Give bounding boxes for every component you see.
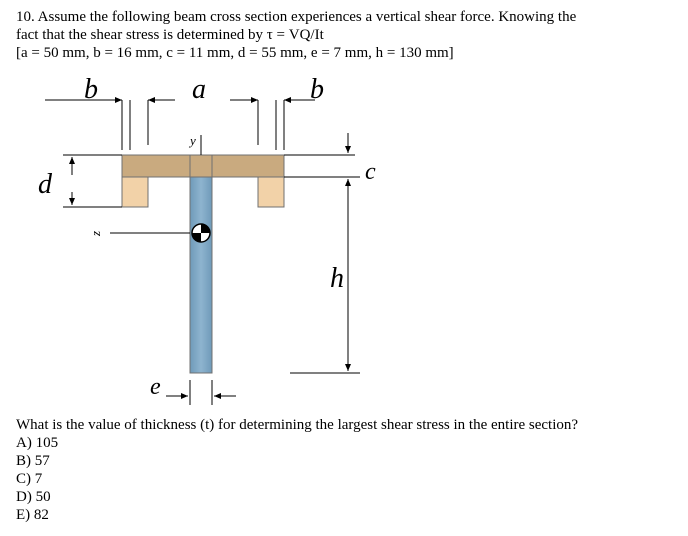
- label-e: e: [150, 374, 161, 400]
- top-dimension-lines: [45, 100, 315, 150]
- centroid-icon: [192, 224, 210, 242]
- choice-d[interactable]: D) 50: [16, 489, 51, 505]
- problem-line-2: fact that the shear stress is determined by τ = VQ/It: [16, 27, 324, 43]
- label-y: y: [190, 133, 196, 148]
- label-b-left: b: [84, 74, 98, 105]
- right-dimension-lines: [284, 133, 360, 373]
- question-text: What is the value of thickness (t) for determining the largest shear stress in the entire section?: [16, 417, 579, 433]
- bottom-dimension-lines: [166, 380, 236, 405]
- web: [190, 177, 212, 373]
- label-a: a: [192, 74, 206, 105]
- problem-parameters: [a = 50 mm, b = 16 mm, c = 11 mm, d = 55 mm, e = 7 mm, h = 130 mm]: [16, 45, 454, 61]
- label-z: z: [88, 230, 103, 236]
- problem-line-1: 10. Assume the following beam cross section experiences a vertical shear force. Knowing the: [16, 9, 577, 25]
- label-h: h: [330, 263, 344, 294]
- label-d: d: [38, 169, 52, 200]
- answer-choices: [16, 434, 676, 524]
- label-b-right: b: [310, 74, 324, 105]
- choice-a[interactable]: A) 105: [16, 435, 59, 451]
- flange-top-left: [122, 155, 192, 177]
- choice-c[interactable]: C) 7: [16, 471, 43, 487]
- flange-lip-right: [258, 177, 284, 207]
- choice-b[interactable]: B) 57: [16, 453, 50, 469]
- label-c: c: [365, 159, 376, 185]
- left-dimension-lines: [63, 155, 122, 207]
- question-block: [16, 416, 676, 524]
- flange-top-right: [210, 155, 284, 177]
- flange-center: [190, 155, 212, 177]
- choice-e[interactable]: E) 82: [16, 507, 49, 523]
- flange-lip-left: [122, 177, 148, 207]
